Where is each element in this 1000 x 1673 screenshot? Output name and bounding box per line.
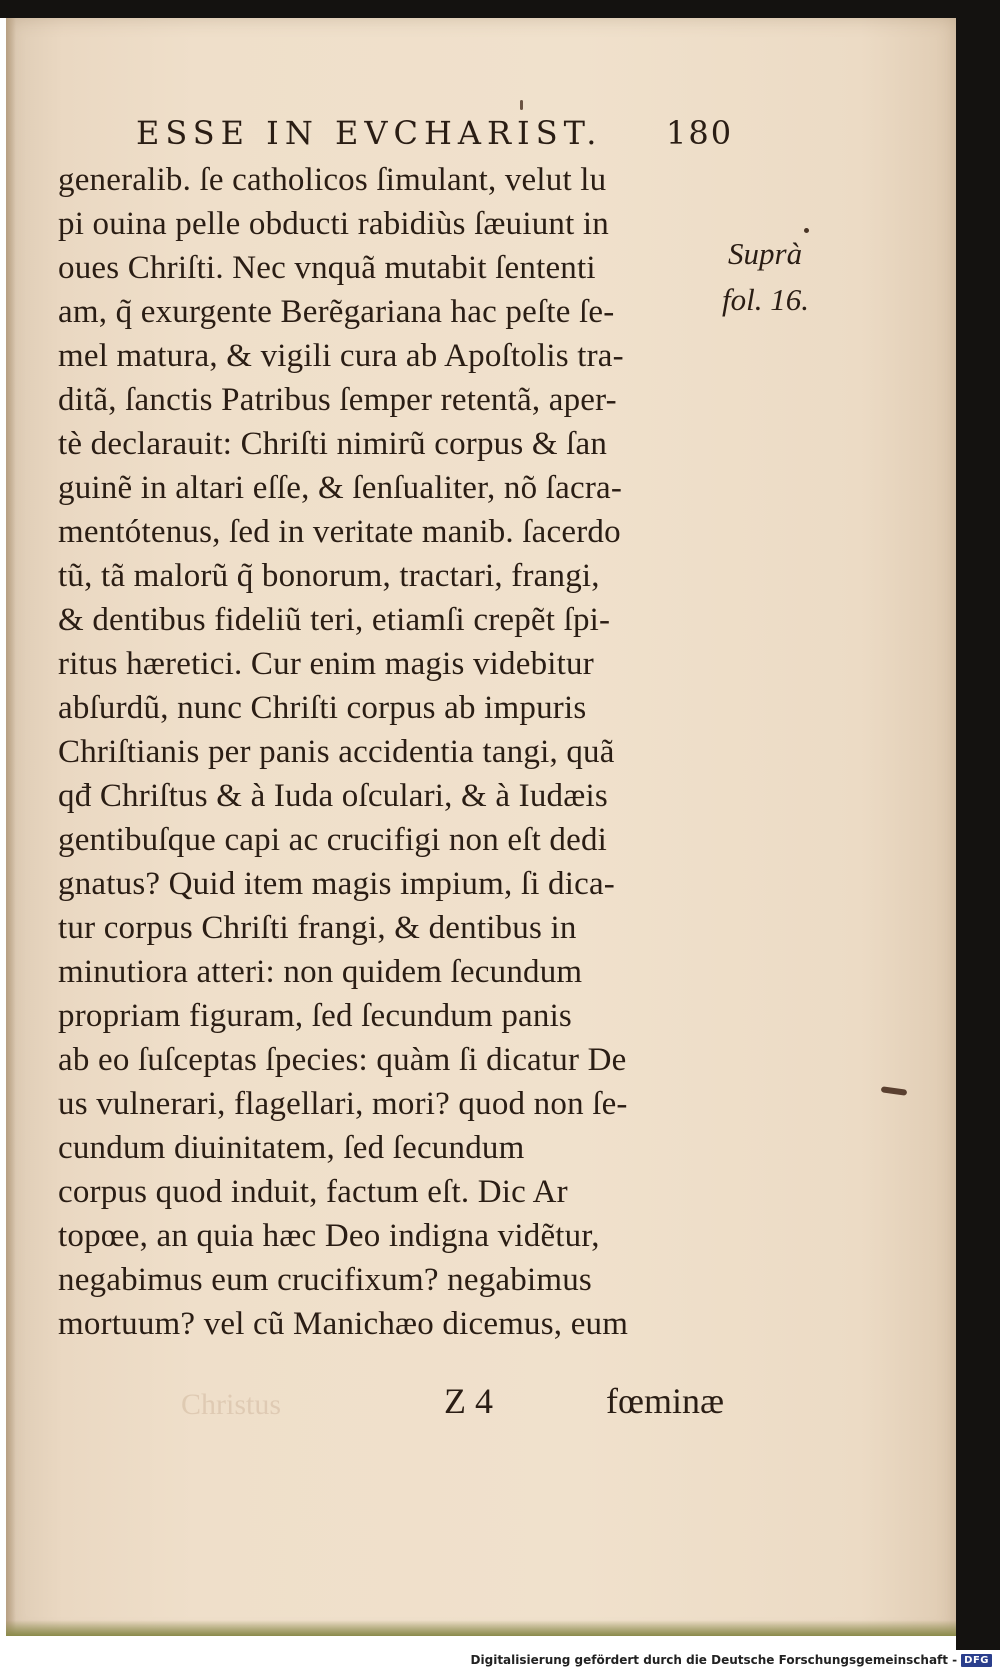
running-title: ESSE IN EVCHARIST. bbox=[136, 114, 603, 152]
text-line: gnatus? Quid item magis impium, ſi dica- bbox=[58, 866, 615, 902]
text-line: qđ Chriſtus & à Iuda oſculari, & à Iudæis bbox=[58, 778, 608, 814]
text-line: tur corpus Chriſti frangi, & dentibus in bbox=[58, 910, 577, 946]
text-line: abſurdũ, nunc Chriſti corpus ab impuris bbox=[58, 690, 587, 726]
credit-text: Digitalisierung gefördert durch die Deutsche Forschungsgemeinschaft - bbox=[470, 1653, 958, 1667]
text-line: Chriſtianis per panis accidentia tangi, quã bbox=[58, 734, 615, 770]
digitization-credit bbox=[471, 1651, 992, 1669]
running-head bbox=[136, 114, 736, 164]
text-line: ditã, ſanctis Patribus ſemper retentã, aper- bbox=[58, 382, 617, 418]
page-left-edge bbox=[6, 18, 16, 1636]
margin-note-folio: fol. 16. bbox=[722, 282, 809, 317]
text-line: generalib. ſe catholicos ſimulant, velut lu bbox=[58, 162, 607, 198]
text-line: negabimus eum crucifixum? negabimus bbox=[58, 1262, 592, 1298]
ink-spot bbox=[520, 100, 523, 110]
catchword: fœminæ bbox=[606, 1381, 725, 1421]
text-line: mel matura, & vigili cura ab Apoſtolis tra- bbox=[58, 338, 624, 374]
text-line: tè declarauit: Chriſti nimirũ corpus & ſan bbox=[58, 426, 608, 462]
margin-note-supra: Suprà bbox=[728, 236, 803, 271]
text-line: cundum diuinitatem, ſed ſecundum bbox=[58, 1130, 525, 1166]
page-bottom-edge bbox=[6, 1620, 956, 1636]
page-number: 180 bbox=[666, 114, 734, 152]
text-line: guinẽ in altari eſſe, & ſenſualiter, nõ ſacra- bbox=[58, 470, 623, 506]
text-line: am, q̃ exurgente Berẽgariana hac peſte ſe- bbox=[58, 294, 615, 330]
margin-dot bbox=[804, 228, 809, 233]
text-line: mortuum? vel cũ Manichæo dicemus, eum bbox=[58, 1306, 629, 1342]
text-line: tũ, tã malorũ q̃ bonorum, tractari, frangi, bbox=[58, 558, 600, 594]
text-line: mentótenus, ſed in veritate manib. ſacerdo bbox=[58, 514, 621, 550]
text-line: oues Chriſti. Nec vnquã mutabit ſententi bbox=[58, 250, 596, 286]
text-line: us vulnerari, flagellari, mori? quod non ſe- bbox=[58, 1086, 628, 1122]
text-line: corpus quod induit, factum eſt. Dic Ar bbox=[58, 1174, 568, 1210]
text-line: propriam figuram, ſed ſecundum panis bbox=[58, 998, 572, 1034]
scan-right-border bbox=[956, 0, 1000, 1650]
dfg-logo: DFG bbox=[961, 1654, 992, 1667]
text-line: ritus hæretici. Cur enim magis videbitur bbox=[58, 646, 594, 682]
margin-dash bbox=[881, 1086, 908, 1096]
text-line: ab eo ſuſceptas ſpecies: quàm ſi dicatur De bbox=[58, 1042, 627, 1078]
signature-mark: Z 4 bbox=[444, 1381, 493, 1421]
book-page bbox=[6, 18, 956, 1636]
scan-top-border bbox=[0, 0, 1000, 18]
text-line: minutiora atteri: non quidem ſecundum bbox=[58, 954, 583, 990]
text-line: topœe, an quia hæc Deo indigna vidẽtur, bbox=[58, 1218, 600, 1254]
text-line: pi ouina pelle obducti rabidiùs ſæuiunt in bbox=[58, 206, 609, 242]
show-through-text: Christus bbox=[181, 1388, 282, 1421]
text-line: & dentibus fideliũ teri, etiamſi crepẽt ſpi- bbox=[58, 602, 611, 638]
text-line: gentibuſque capi ac crucifigi non eſt dedi bbox=[58, 822, 608, 858]
